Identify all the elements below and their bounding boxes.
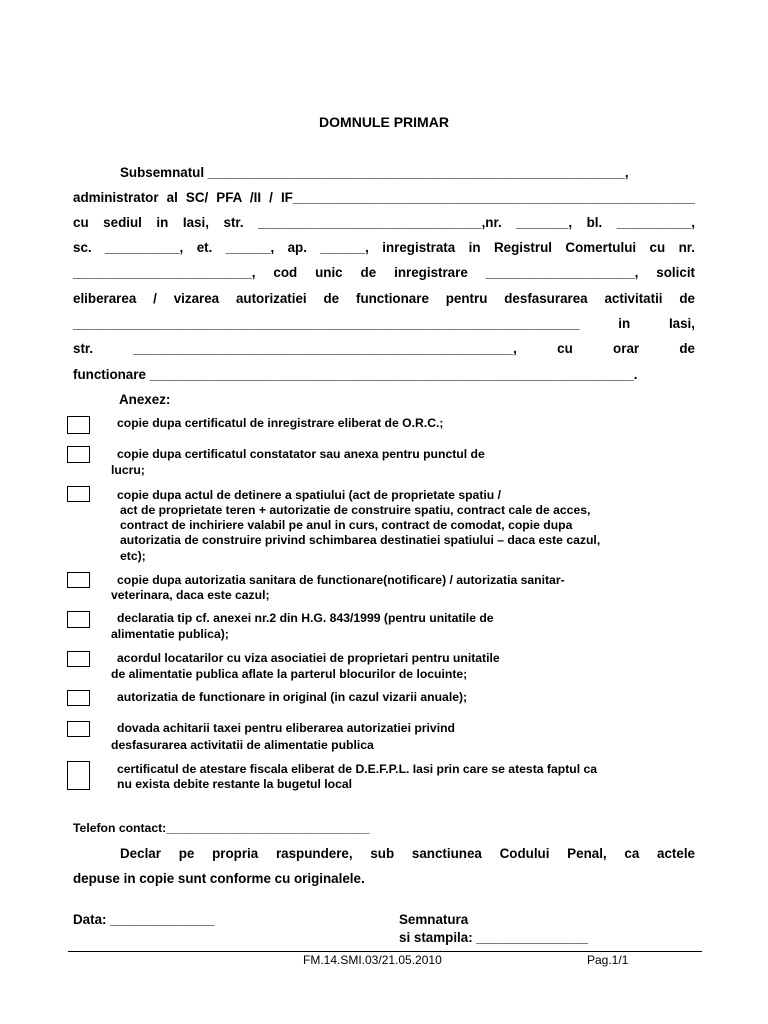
item-3-line-5: etc); — [120, 549, 146, 563]
paragraph-line-9: functionare _________________________________________________________________. — [73, 367, 638, 382]
page-title: DOMNULE PRIMAR — [319, 114, 449, 130]
paragraph-line-2: administrator al SC/ PFA /II / IF______________________________________________________ — [73, 190, 695, 205]
item-7-line-1: autorizatia de functionare in original (in cazul vizarii anuale); — [117, 690, 468, 704]
item-5-line-1: declaratia tip cf. anexei nr.2 din H.G. 843/1999 (pentru unitatile de — [117, 611, 494, 625]
item-6-line-1: acordul locatarilor cu viza asociatiei de proprietari pentru unitatile — [117, 651, 500, 665]
item-4-line-1: copie dupa autorizatia sanitara de functionare(notificare) / autorizatia sanitar- — [117, 573, 565, 587]
anexez-label: Anexez: — [119, 392, 171, 407]
checkbox-sanitary-authorization[interactable] — [67, 572, 90, 588]
item-3-line-1: copie dupa actul de detinere a spatiului (act de proprietate spatiu / — [117, 488, 501, 502]
checkbox-fiscal-certificate[interactable] — [67, 761, 90, 790]
checkbox-fee-payment[interactable] — [67, 721, 90, 737]
checkbox-space-ownership[interactable] — [67, 486, 90, 502]
item-4-line-2: veterinara, daca este cazul; — [111, 588, 270, 602]
paragraph-line-4: sc. __________, et. ______, ap. ______, inregistrata in Registrul Comertului cu nr. — [73, 240, 695, 255]
item-2-line-1: copie dupa certificatul constatator sau anexa pentru punctul de — [117, 447, 485, 461]
item-9-line-1: certificatul de atestare fiscala eliberat de D.E.F.P.L. Iasi prin care se atesta faptul ca — [117, 762, 598, 776]
declaration-line-1: Declar pe propria raspundere, sub sanctiunea Codului Penal, ca actele — [120, 846, 695, 861]
item-3-line-2: act de proprietate teren + autorizatie de construire spatiu, contract cale de acces, — [120, 503, 591, 517]
paragraph-line-3: cu sediul in Iasi, str. ______________________________,nr. _______, bl. __________, — [73, 215, 695, 230]
data-field: Data: ______________ — [73, 912, 215, 927]
paragraph-line-5: ________________________, cod unic de inregistrare ____________________, solicit — [73, 265, 695, 280]
item-5-line-2: alimentatie publica); — [111, 627, 229, 641]
semnatura-label: Semnatura — [399, 912, 469, 927]
paragraph-line-1: Subsemnatul ________________________________________________________, — [120, 165, 629, 180]
footer-divider — [68, 951, 702, 952]
paragraph-line-7: ____________________________________________________________________ in Iasi, — [73, 316, 695, 331]
paragraph-line-8: str. ___________________________________________________, cu orar de — [73, 341, 695, 356]
footer-form-code: FM.14.SMI.03/21.05.2010 — [303, 953, 442, 967]
checkbox-orc-certificate[interactable] — [67, 416, 90, 434]
item-2-line-2: lucru; — [111, 463, 145, 477]
item-6-line-2: de alimentatie publica aflate la parterul blocurilor de locuinte; — [111, 667, 468, 681]
checkbox-original-authorization[interactable] — [67, 690, 90, 706]
item-3-line-4: autorizatia de construire privind schimbarea destinatiei spatiului – daca este cazul, — [120, 533, 601, 547]
stampila-field: si stampila: _______________ — [399, 930, 589, 945]
item-8-line-2: desfasurarea activitatii de alimentatie publica — [111, 738, 374, 752]
item-9-line-2: nu exista debite restante la bugetul local — [117, 777, 353, 791]
checkbox-hg-declaration[interactable] — [67, 611, 90, 628]
checkbox-constatator-certificate[interactable] — [67, 446, 90, 463]
declaration-line-2: depuse in copie sunt conforme cu originalele. — [73, 871, 365, 886]
item-1-line-1: copie dupa certificatul de inregistrare eliberat de O.R.C.; — [117, 416, 444, 430]
footer-page-number: Pag.1/1 — [587, 953, 629, 967]
paragraph-line-6: eliberarea / vizarea autorizatiei de functionare pentru desfasurarea activitatii de — [73, 291, 695, 306]
checkbox-tenants-agreement[interactable] — [67, 651, 90, 667]
item-3-line-3: contract de inchiriere valabil pe anul in curs, contract de comodat, copie dupa — [120, 518, 573, 532]
telefon-contact: Telefon contact:______________________________ — [73, 821, 370, 835]
item-8-line-1: dovada achitarii taxei pentru eliberarea autorizatiei privind — [117, 721, 455, 735]
